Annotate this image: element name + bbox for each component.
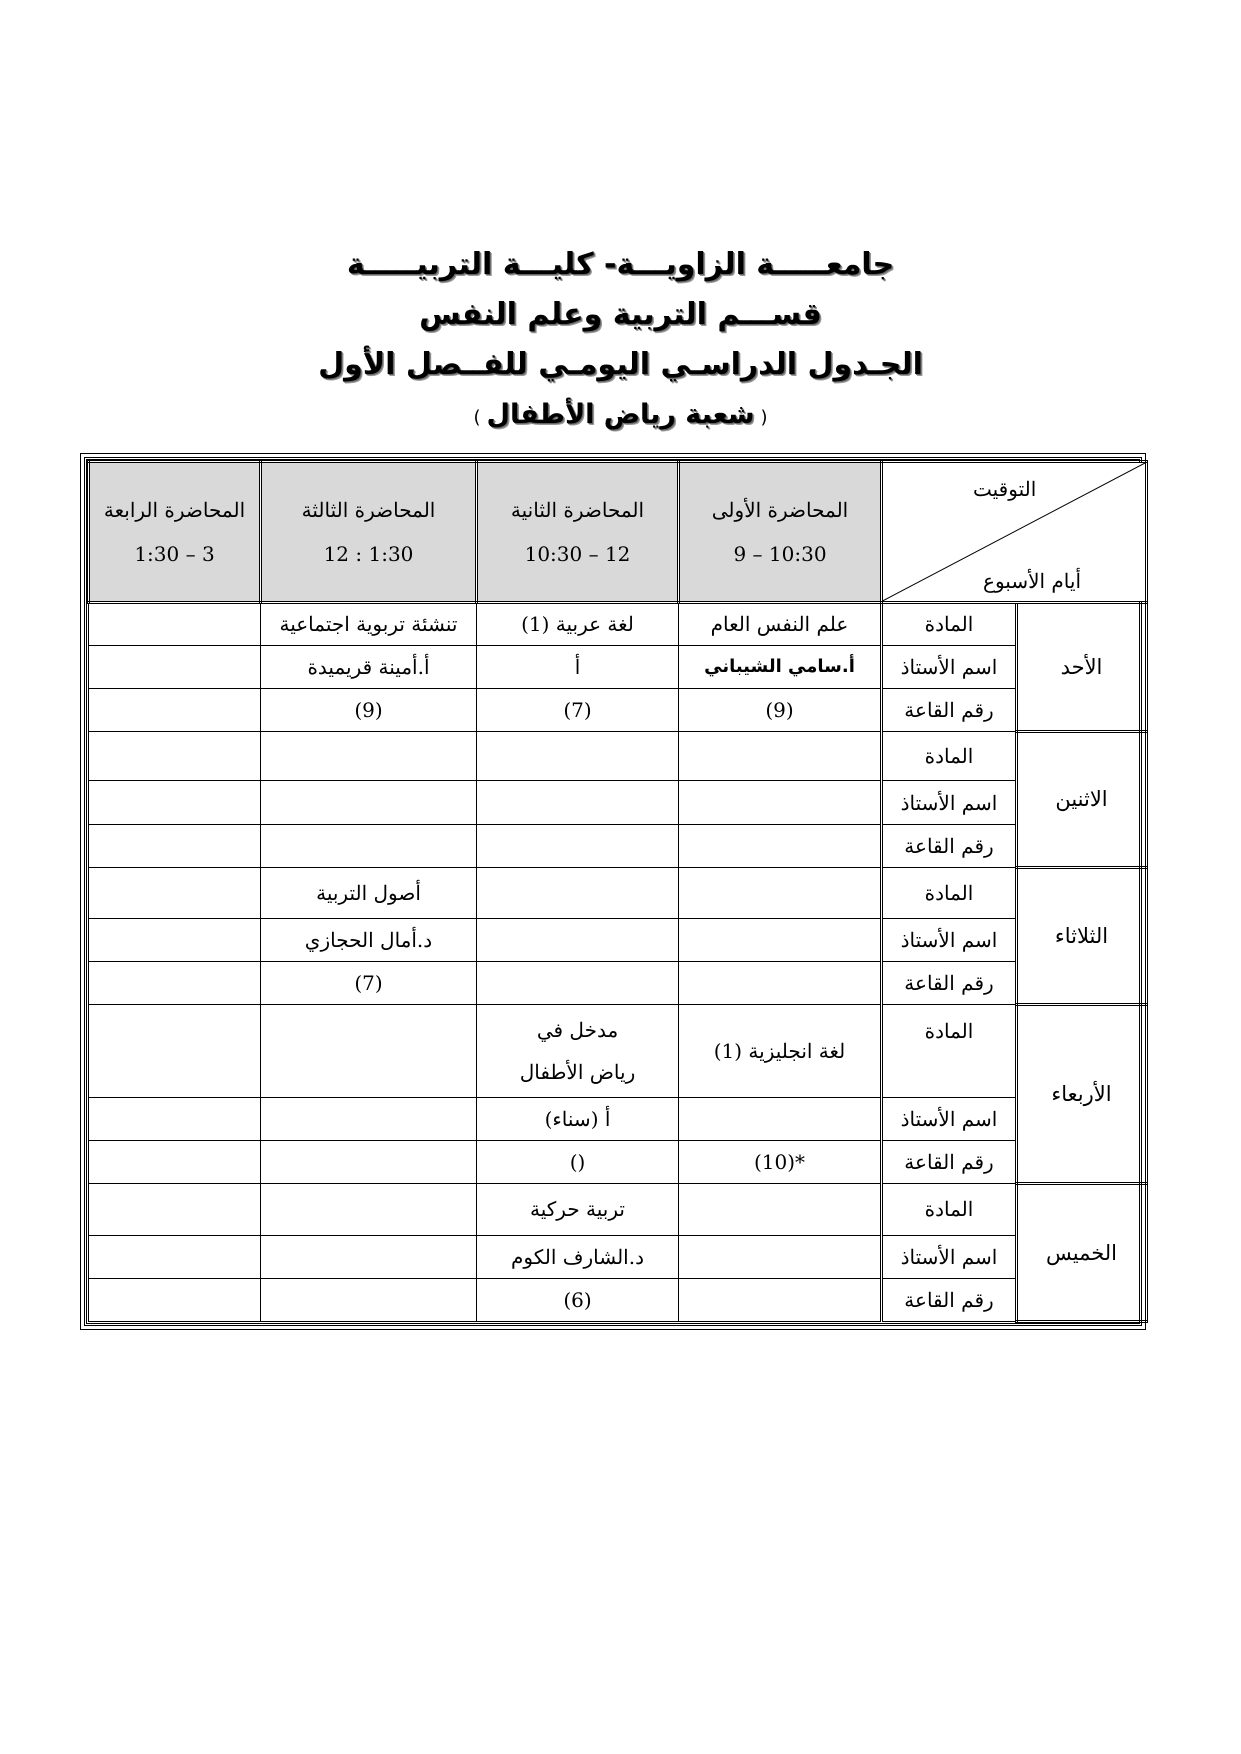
corner-cell bbox=[882, 462, 1147, 603]
cell: *(10) bbox=[679, 1141, 882, 1184]
table-row bbox=[89, 645, 1147, 688]
cell bbox=[89, 645, 261, 688]
cell: لغة انجليزية (1) bbox=[679, 1005, 882, 1097]
cell bbox=[261, 781, 477, 824]
table-row bbox=[89, 1184, 1147, 1235]
corner-days-label: أيام الأسبوع bbox=[983, 568, 1081, 593]
cell bbox=[477, 732, 679, 781]
row-label-room: رقم القاعة bbox=[882, 689, 1017, 732]
row-label-teacher: اسم الأستاذ bbox=[882, 919, 1017, 962]
cell bbox=[679, 1235, 882, 1278]
cell: أ (سناء) bbox=[477, 1097, 679, 1140]
cell bbox=[261, 824, 477, 867]
day-cell-tuesday: الثلاثاء bbox=[1017, 867, 1147, 1005]
table-row bbox=[89, 602, 1147, 645]
row-label-room: رقم القاعة bbox=[882, 1278, 1017, 1321]
cell bbox=[89, 1005, 261, 1097]
cell bbox=[477, 781, 679, 824]
schedule-table bbox=[84, 457, 1142, 1326]
cell: مدخل في رياض الأطفال bbox=[477, 1005, 679, 1097]
cell bbox=[477, 824, 679, 867]
cell bbox=[679, 781, 882, 824]
cell bbox=[89, 867, 261, 918]
cell: د.الشارف الكوم bbox=[477, 1235, 679, 1278]
document-header bbox=[0, 240, 1241, 443]
row-label-subject: المادة bbox=[882, 1005, 1017, 1097]
cell: أ bbox=[477, 645, 679, 688]
schedule-title: الجـدول الدراسـي اليومـي للفــصل الأول bbox=[318, 347, 923, 382]
day-cell-sunday: الأحد bbox=[1017, 602, 1147, 731]
period-header-4: المحاضرة الرابعة 3 – 1:30 bbox=[89, 462, 261, 603]
row-label-subject: المادة bbox=[882, 1184, 1017, 1235]
row-label-teacher: اسم الأستاذ bbox=[882, 1235, 1017, 1278]
row-label-subject: المادة bbox=[882, 732, 1017, 781]
row-label-room: رقم القاعة bbox=[882, 962, 1017, 1005]
cell bbox=[477, 867, 679, 918]
row-label-teacher: اسم الأستاذ bbox=[882, 645, 1017, 688]
cell bbox=[679, 1278, 882, 1321]
cell bbox=[679, 824, 882, 867]
cell: د.أمال الحجازي bbox=[261, 919, 477, 962]
cell bbox=[679, 962, 882, 1005]
cell bbox=[89, 1278, 261, 1321]
cell bbox=[679, 732, 882, 781]
table-row bbox=[89, 1141, 1147, 1184]
section-title: (شعبة رياض الأطفال) bbox=[473, 399, 768, 430]
period-header-1: المحاضرة الأولى 10:30 – 9 bbox=[679, 462, 882, 603]
cell bbox=[89, 1097, 261, 1140]
cell bbox=[89, 919, 261, 962]
table-header-row bbox=[89, 462, 1147, 603]
row-label-room: رقم القاعة bbox=[882, 1141, 1017, 1184]
cell bbox=[679, 867, 882, 918]
cell: (7) bbox=[477, 689, 679, 732]
table-row bbox=[89, 1005, 1147, 1097]
cell bbox=[89, 1184, 261, 1235]
cell bbox=[89, 962, 261, 1005]
day-cell-monday: الاثنين bbox=[1017, 732, 1147, 868]
row-label-teacher: اسم الأستاذ bbox=[882, 1097, 1017, 1140]
cell: تنشئة تربوية اجتماعية bbox=[261, 602, 477, 645]
cell bbox=[261, 1278, 477, 1321]
period-header-2: المحاضرة الثانية 12 – 10:30 bbox=[477, 462, 679, 603]
cell bbox=[261, 1235, 477, 1278]
table-row bbox=[89, 689, 1147, 732]
cell bbox=[261, 1184, 477, 1235]
row-label-teacher: اسم الأستاذ bbox=[882, 781, 1017, 824]
cell bbox=[477, 962, 679, 1005]
cell: أ.سامي الشيباني bbox=[679, 645, 882, 688]
cell: () bbox=[477, 1141, 679, 1184]
department-title: قســـم التربية وعلم النفس bbox=[419, 297, 822, 332]
cell: أصول التربية bbox=[261, 867, 477, 918]
cell: تربية حركية bbox=[477, 1184, 679, 1235]
corner-time-label: التوقيت bbox=[973, 477, 1037, 501]
period-header-3: المحاضرة الثالثة 1:30 : 12 bbox=[261, 462, 477, 603]
table-row bbox=[89, 824, 1147, 867]
table-row bbox=[89, 919, 1147, 962]
cell: (9) bbox=[261, 689, 477, 732]
cell bbox=[477, 919, 679, 962]
cell: (9) bbox=[679, 689, 882, 732]
cell: لغة عربية (1) bbox=[477, 602, 679, 645]
cell: (7) bbox=[261, 962, 477, 1005]
day-cell-thursday: الخميس bbox=[1017, 1184, 1147, 1322]
day-cell-wednesday: الأربعاء bbox=[1017, 1005, 1147, 1184]
row-label-subject: المادة bbox=[882, 867, 1017, 918]
table-row bbox=[89, 867, 1147, 918]
cell bbox=[89, 1235, 261, 1278]
table-row bbox=[89, 781, 1147, 824]
table-row bbox=[89, 962, 1147, 1005]
cell bbox=[89, 824, 261, 867]
table-row bbox=[89, 1235, 1147, 1278]
cell bbox=[89, 689, 261, 732]
cell bbox=[89, 732, 261, 781]
cell bbox=[679, 1184, 882, 1235]
cell bbox=[261, 1141, 477, 1184]
table-row bbox=[89, 1278, 1147, 1321]
row-label-room: رقم القاعة bbox=[882, 824, 1017, 867]
table-row bbox=[89, 1097, 1147, 1140]
cell bbox=[261, 732, 477, 781]
cell bbox=[89, 1141, 261, 1184]
cell bbox=[89, 781, 261, 824]
cell bbox=[261, 1097, 477, 1140]
cell: علم النفس العام bbox=[679, 602, 882, 645]
university-title: جامعـــــة الزاويـــة- كليـــة التربيـــــة bbox=[346, 247, 895, 282]
table-row bbox=[89, 732, 1147, 781]
row-label-subject: المادة bbox=[882, 602, 1017, 645]
cell: (6) bbox=[477, 1278, 679, 1321]
cell bbox=[679, 1097, 882, 1140]
cell bbox=[679, 919, 882, 962]
cell: أ.أمينة قريميدة bbox=[261, 645, 477, 688]
cell bbox=[261, 1005, 477, 1097]
cell bbox=[89, 602, 261, 645]
